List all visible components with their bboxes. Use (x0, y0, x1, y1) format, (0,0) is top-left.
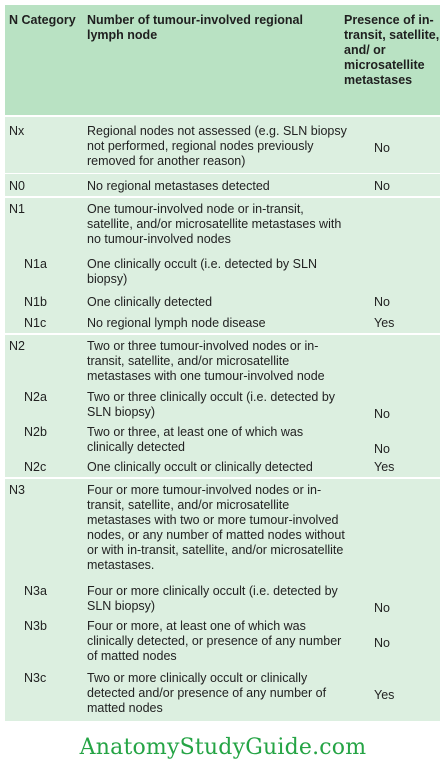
cell-category: N3a (24, 584, 47, 598)
cell-presence: Yes (374, 316, 395, 330)
cell-presence: No (374, 636, 390, 650)
row-divider (5, 333, 440, 335)
table-header (5, 5, 440, 115)
cell-description: Four or more tumour-involved nodes or in-transit, satellite, and/or microsatellite metastases with two or more tumour-involved nodes, or any number of matted nodes without or with in-transit, satellite, and/or microsatellite metastases. (87, 483, 345, 572)
cell-description: Four or more clinically occult (i.e. detected by SLN biopsy) (87, 584, 338, 613)
cell-category: N2b (24, 425, 47, 439)
cell-description: One tumour-involved node or in-transit, satellite, and/or microsatellite metastases with no tumour-involved nodes (87, 202, 342, 246)
row-divider (5, 115, 440, 117)
cell-category: N1 (9, 202, 25, 216)
cell-category: N1a (24, 257, 47, 271)
cell-category: N3 (9, 483, 25, 497)
row-divider (5, 173, 440, 174)
cell-presence: No (374, 407, 390, 421)
row-divider (5, 477, 440, 479)
cell-category: N2c (24, 460, 47, 474)
cell-presence: No (374, 179, 390, 193)
cell-description: Two or three, at least one of which was clinically detected (87, 425, 304, 454)
cell-category: N0 (9, 179, 25, 193)
cell-presence: Yes (374, 688, 395, 702)
cell-category: N2 (9, 339, 25, 353)
cell-presence: No (374, 442, 390, 456)
cell-category: Nx (9, 124, 25, 138)
header-presence-of-metastases: Presence of in-transit, satellite, and/ or microsatellite metastases (344, 13, 440, 87)
cell-category: N1b (24, 295, 47, 309)
header-number-of-nodes: Number of tumour-involved regional lymph node (87, 13, 303, 42)
cell-category: N2a (24, 390, 47, 404)
cell-description: One clinically occult (i.e. detected by SLN biopsy) (87, 257, 317, 286)
cell-description: One clinically occult or clinically detected (87, 460, 313, 474)
cell-presence: Yes (374, 460, 395, 474)
cell-description: Regional nodes not assessed (e.g. SLN biopsy not performed, regional nodes previously removed for another reason) (87, 124, 347, 168)
cell-description: Two or more clinically occult or clinically detected and/or presence of any number of matted nodes (87, 671, 327, 715)
cell-presence: No (374, 141, 390, 155)
cell-description: No regional lymph node disease (87, 316, 266, 330)
row-divider (5, 196, 440, 198)
tnm-n-category-table (5, 5, 440, 721)
cell-presence: No (374, 601, 390, 615)
header-n-category: N Category (9, 13, 76, 27)
cell-category: N3b (24, 619, 47, 633)
cell-description: One clinically detected (87, 295, 213, 309)
cell-presence: No (374, 295, 390, 309)
cell-description: Two or three tumour-involved nodes or in-transit, satellite, and/or microsatellite metastases with one tumour-involved node (87, 339, 325, 383)
cell-category: N1c (24, 316, 47, 330)
cell-description: Four or more, at least one of which was clinically detected, or presence of any number of matted nodes (87, 619, 342, 663)
site-watermark: AnatomyStudyGuide.com (79, 735, 367, 760)
cell-description: Two or three clinically occult (i.e. detected by SLN biopsy) (87, 390, 336, 419)
cell-description: No regional metastases detected (87, 179, 270, 193)
cell-category: N3c (24, 671, 47, 685)
